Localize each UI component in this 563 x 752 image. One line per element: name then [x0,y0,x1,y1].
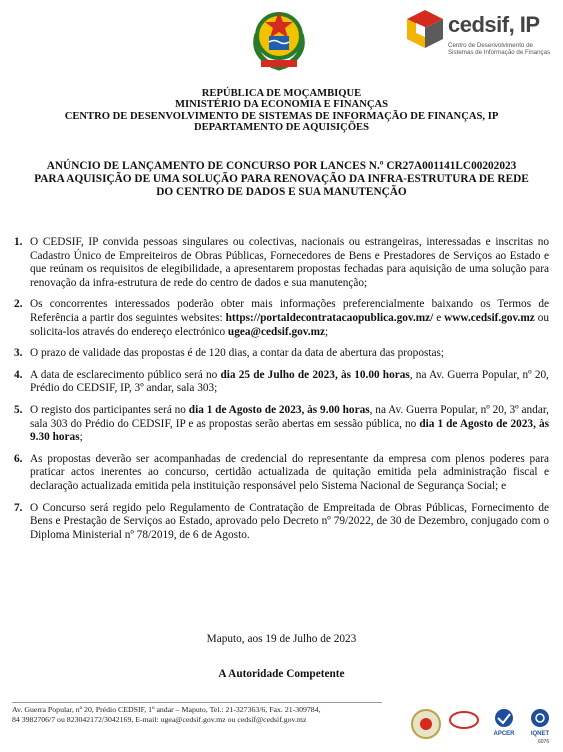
oval-mark-icon [450,712,478,728]
place-date: Maputo, aos 19 de Julho de 2023 [206,633,357,645]
item-text: A data de esclarecimento público será no [30,368,221,381]
footer-divider [12,702,382,703]
item-text: e [433,311,445,324]
clarification-date: dia 25 de Julho de 2023, às 10.00 horas [220,368,410,381]
item-number: 3. [14,347,23,360]
item-text: O Concurso será regido pelo Regulamento de Contratação de Empreitada de Obras Públicas, Fornecimento de Bens e Prestação de Serviços ao Estado, aprovado pelo Decreto nº 79/2022, de 30 de Dezembro, conjugado com o Diploma Ministerial nº 78/2019, de 6 de Agosto. [30,501,549,541]
cedsif-website-link[interactable]: www.cedsif.gov.mz [444,311,535,324]
cedsif-logo [404,6,560,64]
certification-logos [408,704,558,744]
mozambique-coat-of-arms-icon [243,6,315,74]
item-text: ; [325,325,329,338]
item-text: Os concorrentes interessados poderão obter mais informações preferencialmente baixando os Termos de Referência a partir dos seguintes websites: [30,298,549,324]
certification-seal-icon [412,710,440,738]
item-number: 2. [14,298,23,311]
list-item [12,502,549,543]
opening-date: dia 1 de Agosto de 2023, às 9.30 horas [30,417,549,444]
item-text: ou solicita-los através do endereço electrónico [30,311,549,338]
announcement-title [0,160,563,199]
item-number: 4. [14,368,23,381]
iqnet-cert-icon [531,709,549,727]
document-code: 6076 [538,739,550,745]
authority-signature: A Autoridade Competente [218,668,345,680]
list-item [12,298,549,339]
title-line: PARA AQUISIÇÃO DE UMA SOLUÇÃO PARA RENOVAÇÃO DA INFRA-ESTRUTURA DE REDE [34,173,529,185]
contact-email-link[interactable]: ugea@cedsif.gov.mz [227,325,326,338]
iqnet-label: IQNET [530,731,550,737]
item-text: O prazo de validade das propostas é de 120 dias, a contar da data de abertura das propostas; [30,347,445,360]
logo-name: cedsif, IP [448,12,540,37]
item-text: , na Av. Guerra Popular, nº 20, 3º andar, sala 303 do Prédio do CEDSIF, IP e as propostas serão abertas em sessão pública, no [30,403,549,430]
item-text: As propostas deverão ser acompanhadas de credencial do representante da empresa com plenos poderes para praticar actos inerentes ao concurso, certidão actualizada de quitação emitida pela administração fiscal e declaração actualizada emitida pela instituição responsável pelo Sistema Nacional de Segurança Social; e [30,452,549,492]
logo-subtitle: Centro de Desenvolvimento de Sistemas de Informação de Finanças [448,42,551,56]
item-text: , na Av. Guerra Popular, nº 20, Prédio do CEDSIF, IP, 3º andar, sala 303; [30,368,549,395]
footer-line: 84 3982706/7 ou 823042172/3042169, E-mail: ugea@cedsif.gov.mz ou cedsif@cedsif.gov.mz [12,715,307,725]
institution-header [0,88,563,134]
item-number: 1. [14,236,23,248]
item-text: O registo dos participantes será no [30,403,189,416]
item-text: ; [79,431,83,444]
list-item [12,404,549,445]
title-line: ANÚNCIO DE LANÇAMENTO DE CONCURSO POR LANCES N.º CR27A001141LC00202023 [46,160,517,172]
item-number: 5. [14,403,23,416]
announcement-items [12,236,549,550]
apcer-cert-icon [495,709,513,727]
list-item [12,347,549,361]
item-text: O CEDSIF, IP convida pessoas singulares ou colectivas, nacionais ou estrangeiras, interessadas e inscritas no Cadastro Único de Empreiteiros de Obras Públicas, Fornecedores de Bens e Prestadores de Serviços ao Estado e que reúnam os requisitos de elegibilidade, a apresentarem propostas fechadas para aquisição de uma solução para renovação da infra-estrutura de rede do centro de dados e sua manutenção; [30,236,549,289]
item-number: 6. [14,452,23,465]
title-line: DO CENTRO DE DADOS E SUA MANUTENÇÃO [156,186,407,198]
header-line: MINISTÉRIO DA ECONOMIA E FINANÇAS [174,99,389,111]
cedsif-cube-logo [404,8,446,50]
header-line: REPÚBLICA DE MOÇAMBIQUE [201,88,362,99]
header-line: CENTRO DE DESENVOLVIMENTO DE SISTEMAS DE INFORMAÇÃO DE FINANÇAS, IP [64,110,499,122]
item-number: 7. [14,501,23,514]
header-line: DEPARTAMENTO DE AQUISIÇÕES [193,122,370,134]
list-item [12,236,549,290]
list-item [12,453,549,494]
list-item [12,369,549,396]
footer-line: Av. Guerra Popular, nº 20, Prédio CEDSIF, 1º andar – Maputo, Tel.: 21-327363/6, Fax. 21-309784, [12,705,321,714]
footer-contact [12,705,402,726]
registration-date: dia 1 de Agosto de 2023, às 9.00 horas [188,403,370,416]
apcer-label: APCER [493,731,515,737]
procurement-portal-link[interactable]: https://portaldecontratacaopublica.gov.mz/ [225,311,434,324]
